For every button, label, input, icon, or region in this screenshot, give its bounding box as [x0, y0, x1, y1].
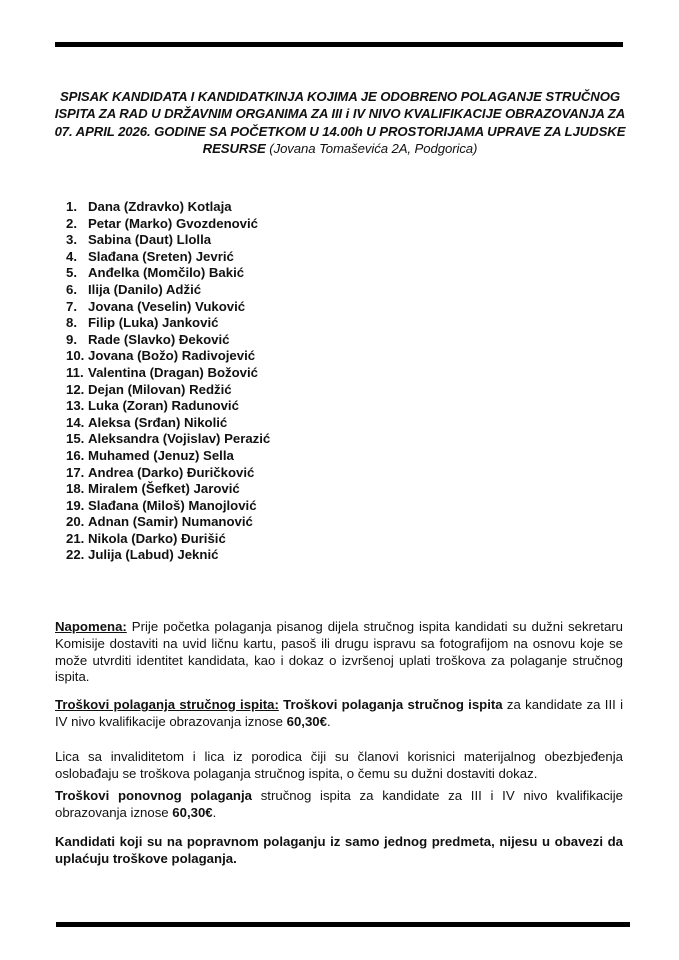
candidate-name: Miralem (Šefket) Jarović [88, 481, 240, 497]
candidate-item [66, 332, 270, 349]
retake-text: stručnog ispita za kandidate za III i IV nivo kvalifikacije obrazovanja iznose [55, 788, 623, 820]
candidate-name: Adnan (Samir) Numanović [88, 514, 253, 530]
candidate-name: Rade (Slavko) Đeković [88, 331, 230, 347]
candidate-number: 7. [66, 298, 77, 314]
napomena-paragraph [55, 619, 623, 686]
candidate-number: 17. [66, 464, 85, 480]
candidate-number: 21. [66, 530, 85, 546]
candidate-item [66, 481, 270, 498]
candidate-item [66, 531, 270, 548]
candidate-number: 13. [66, 398, 85, 414]
candidate-item [66, 415, 270, 432]
candidate-number: 12. [66, 381, 85, 397]
candidate-item [66, 365, 270, 382]
candidate-number: 22. [66, 547, 85, 563]
remedial-paragraph: Kandidati koji su na popravnom polaganju iz samo jednog predmeta, nijesu u obavezi da uplaćuju troškove polaganja. [55, 834, 623, 866]
candidate-number: 1. [66, 199, 77, 214]
candidate-item [66, 232, 270, 249]
candidate-list [66, 199, 270, 564]
candidate-number: 15. [66, 431, 85, 447]
candidate-item [66, 348, 270, 365]
candidate-name: Julija (Labud) Jeknić [88, 547, 219, 563]
candidate-name: Petar (Marko) Gvozdenović [88, 215, 259, 231]
candidate-name: Luka (Zoran) Radunović [88, 398, 239, 414]
candidate-number: 6. [66, 281, 77, 297]
retake-bold-lead: Troškovi ponovnog polaganja [55, 788, 252, 803]
candidate-item [66, 547, 270, 564]
candidate-name: Jovana (Veselin) Vuković [88, 298, 246, 314]
title-address-text: (Jovana Tomaševića 2A, Podgorica) [265, 140, 478, 156]
candidate-name: Ilija (Danilo) Adžić [88, 281, 202, 297]
costs-label: Troškovi polaganja stručnog ispita: [55, 697, 279, 712]
candidate-number: 18. [66, 481, 85, 497]
candidate-number: 16. [66, 447, 85, 463]
candidate-item [66, 514, 270, 531]
candidate-name: Filip (Luka) Janković [88, 315, 219, 331]
candidate-name: Slađana (Miloš) Manojlović [88, 497, 257, 513]
candidate-number: 10. [66, 348, 85, 364]
candidate-name: Valentina (Dragan) Božović [88, 364, 259, 380]
candidate-item [66, 265, 270, 282]
candidate-item [66, 498, 270, 515]
candidate-item [66, 315, 270, 332]
candidate-name: Andrea (Darko) Đuričković [88, 464, 255, 480]
candidate-number: 20. [66, 514, 85, 530]
candidate-name: Dejan (Milovan) Redžić [88, 381, 232, 397]
retake-amount: 60,30€ [172, 804, 213, 820]
candidate-name: Sabina (Daut) Llolla [88, 232, 212, 248]
candidate-number: 11. [66, 364, 84, 380]
candidate-item [66, 465, 270, 482]
top-horizontal-rule [55, 42, 623, 47]
candidate-number: 19. [66, 497, 85, 513]
candidate-item [66, 216, 270, 233]
title-bold-text: SPISAK KANDIDATA I KANDIDATKINJA KOJIMA JE ODOBRENO POLAGANJE STRUČNOG ISPITA ZA RAD U DRŽAVNIM ORGANIMA ZA III i IV NIVO KVALIFIKACIJE OBRAZOVANJA ZA 07. APRIL 2026. GODINE SA POČETKOM U 14.00h U PROSTORIJAMA UPRAVE ZA LJUDSKE RESURSE [54, 89, 626, 156]
candidate-number: 5. [66, 265, 77, 281]
exemption-paragraph: Lica sa invaliditetom i lica iz porodica čiji su članovi korisnici materijalnog obezbjeđenja oslobađaju se troškova polaganja stručnog ispita, o čemu su dužni dostaviti dokaz. [55, 749, 623, 781]
retake-paragraph [55, 788, 623, 822]
candidate-item [66, 382, 270, 399]
costs-bold-lead: Troškovi polaganja stručnog ispita [278, 697, 503, 712]
candidate-number: 3. [66, 232, 77, 248]
candidate-name: Aleksandra (Vojislav) Perazić [88, 431, 271, 447]
napomena-text: Prije početka polaganja pisanog dijela stručnog ispita kandidati su dužni sekretaru Komisije dostaviti na uvid ličnu kartu, pasoš ili drugu ispravu sa fotografijom na osnovu koje se može utvrditi identitet kandidata, kao i dokaz o izvršenoj uplati troškova za polaganje stručnog ispita. [55, 619, 623, 685]
candidate-item [66, 282, 270, 299]
candidate-item [66, 431, 270, 448]
costs-paragraph [55, 697, 623, 731]
candidate-name: Dana (Zdravko) Kotlaja [88, 199, 232, 214]
candidate-number: 9. [66, 331, 77, 347]
candidate-number: 2. [66, 215, 77, 231]
candidate-item [66, 249, 270, 266]
napomena-label: Napomena: [55, 619, 127, 634]
candidate-item [66, 199, 270, 216]
candidate-item [66, 448, 270, 465]
candidate-name: Muhamed (Jenuz) Sella [88, 447, 234, 463]
candidate-name: Nikola (Darko) Đurišić [88, 530, 226, 546]
candidate-number: 4. [66, 248, 77, 264]
candidate-number: 8. [66, 315, 77, 331]
candidate-name: Jovana (Božo) Radivojević [88, 348, 256, 364]
costs-end: . [326, 713, 331, 729]
document-title [52, 88, 628, 157]
candidate-name: Aleksa (Srđan) Nikolić [88, 414, 228, 430]
costs-text: za kandidate za III i IV nivo kvalifikacije obrazovanja iznose [55, 697, 623, 729]
bottom-horizontal-rule [56, 922, 630, 927]
candidate-name: Slađana (Sreten) Jevrić [88, 248, 234, 264]
costs-amount: 60,30€ [286, 713, 327, 729]
candidate-name: Anđelka (Momčilo) Bakić [88, 265, 245, 281]
candidate-item [66, 398, 270, 415]
retake-end: . [212, 804, 217, 820]
candidate-item [66, 299, 270, 316]
candidate-number: 14. [66, 414, 85, 430]
